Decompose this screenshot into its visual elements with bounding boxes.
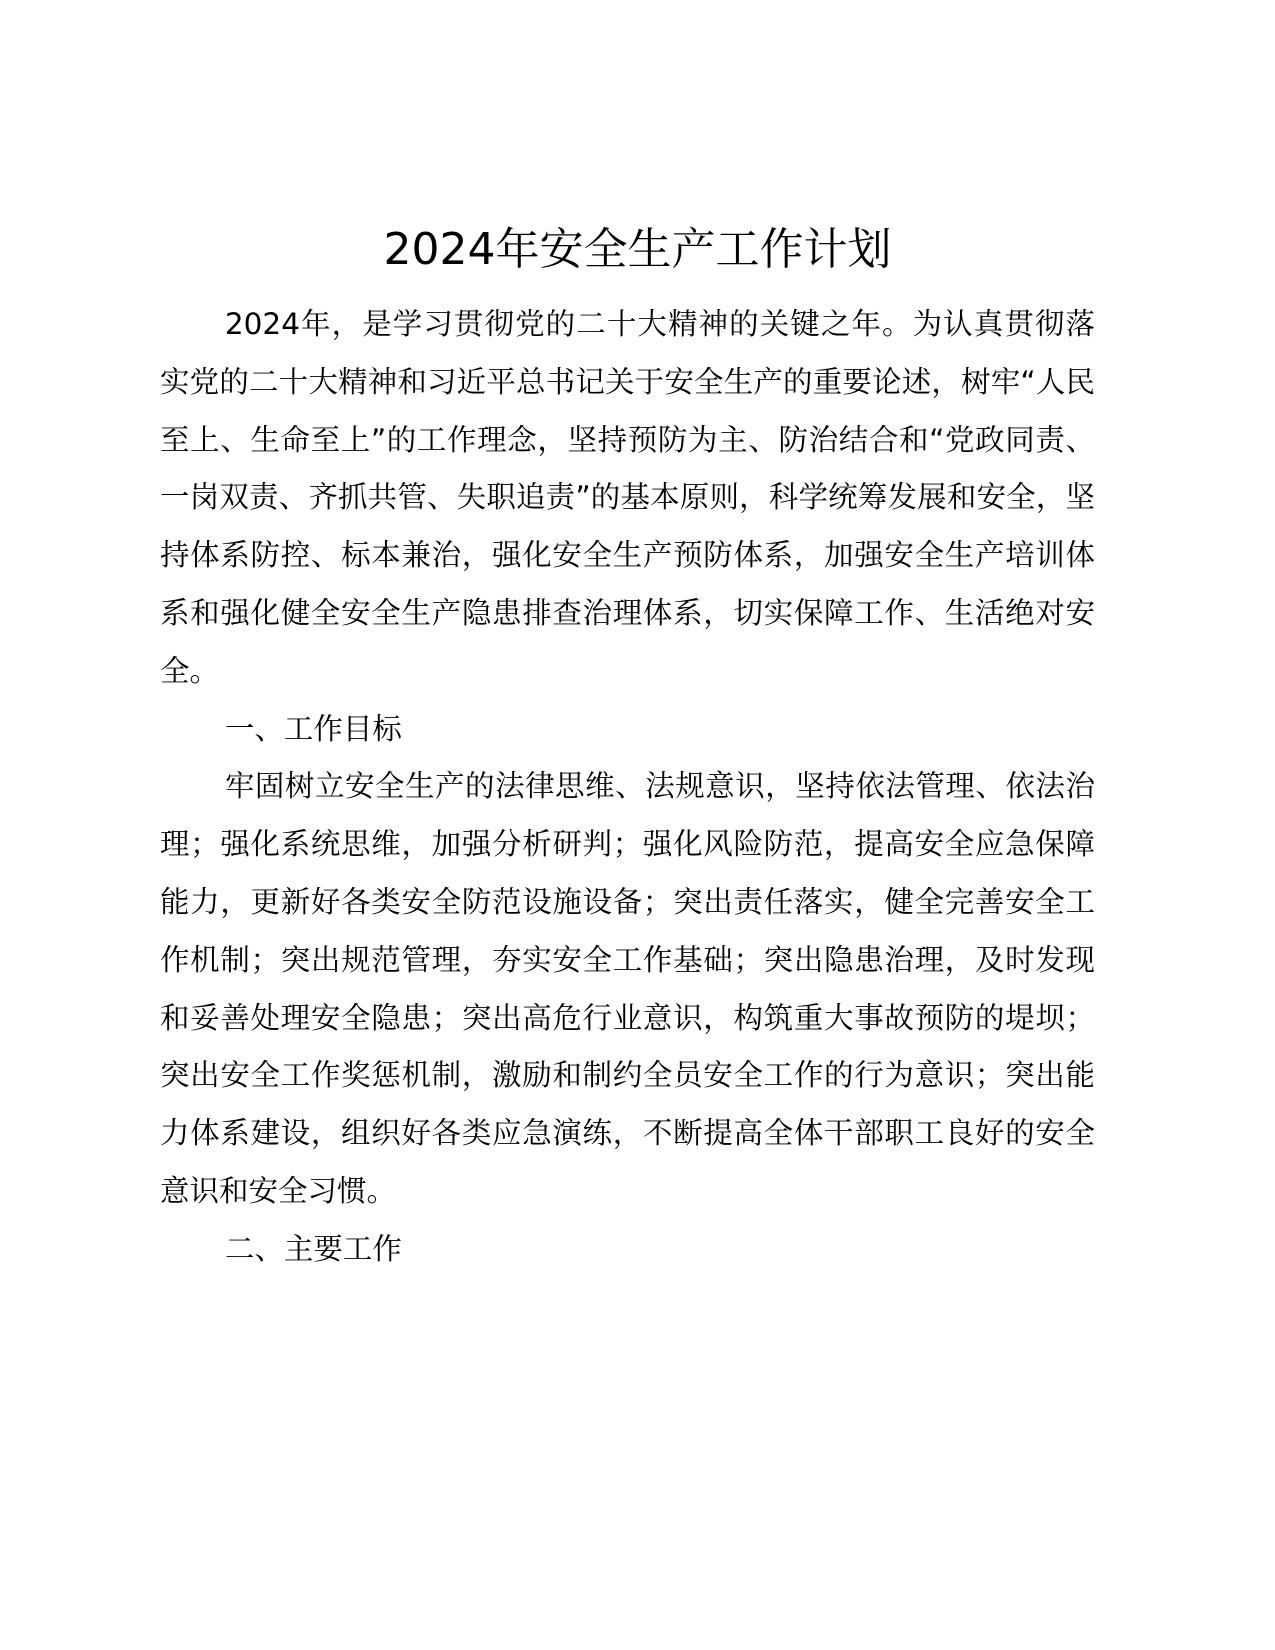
section-heading-main-work: 二、主要工作 [224, 1231, 402, 1266]
intro-paragraph: 2024年，是学习贯彻党的二十大精神的关键之年。为认真贯彻落实党的二十大精神和习近平总书记关于安全生产的重要论述，树牢“人民至上、生命至上”的工作理念，坚持预防为主、防治结合和“党政同责、一岗双责、齐抓共管、失职追责”的基本原则，科学统筹发展和安全，坚持体系防控、标本兼治，强化安全生产预防体系，加强安全生产培训体系和强化健全安全生产隐患排查治理体系，切实保障工作、生活绝对安全。 [160, 307, 1095, 688]
document-title: 2024年安全生产工作计划 [383, 224, 892, 275]
goals-paragraph: 牢固树立安全生产的法律思维、法规意识，坚持依法管理、依法治理；强化系统思维，加强分析研判；强化风险防范，提高安全应急保障能力，更新好各类安全防范设施设备；突出责任落实，健全完善安全工作机制；突出规范管理，夯实安全工作基础；突出隐患治理，及时发现和妥善处理安全隐患；突出高危行业意识，构筑重大事故预防的堤坝；突出安全工作奖惩机制，激励和制约全员安全工作的行为意识；突出能力体系建设，组织好各类应急演练，不断提高全体干部职工良好的安全意识和安全习惯。 [160, 769, 1095, 1208]
section-heading-goals: 一、工作目标 [224, 711, 402, 746]
document-body [160, 296, 1095, 1279]
